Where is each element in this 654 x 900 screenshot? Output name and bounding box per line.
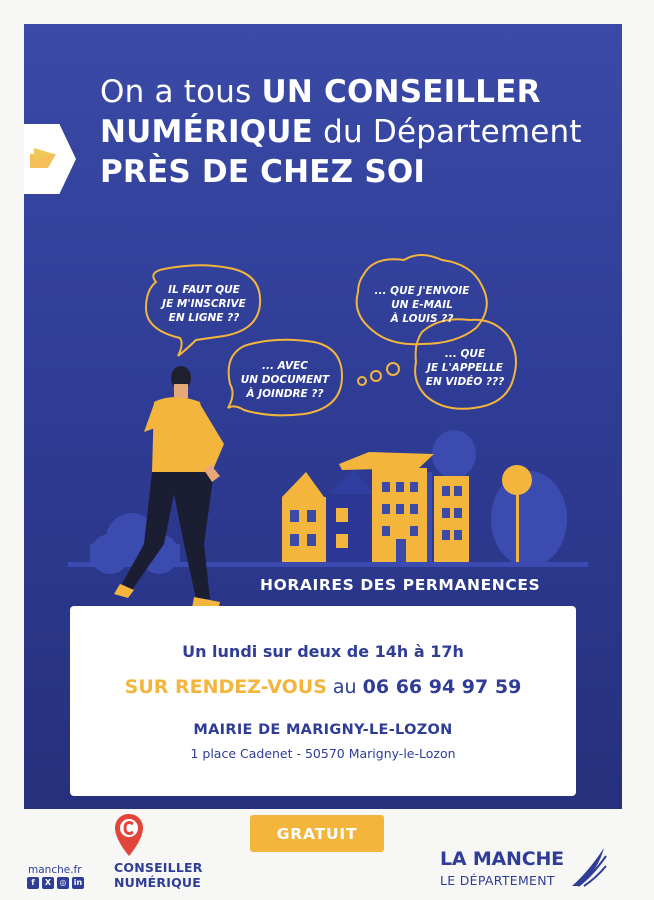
linkedin-icon[interactable]: in <box>73 878 83 887</box>
place-name: MAIRIE DE MARIGNY-LE-LOZON <box>193 722 453 738</box>
headline-part-1: On a tous <box>100 74 262 110</box>
program-logo-text <box>114 860 203 890</box>
x-icon[interactable]: X <box>42 877 54 889</box>
department-logo-icon <box>568 842 608 890</box>
bubble-1 <box>152 274 256 334</box>
section-title: HORAIRES DES PERMANENCES <box>260 576 541 594</box>
headline-part-4: PRÈS DE CHEZ SOI <box>100 154 426 190</box>
appointment-label: SUR RENDEZ-VOUS <box>124 676 327 698</box>
instagram-icon[interactable]: ◎ <box>57 877 69 889</box>
program-line-1: CONSEILLER <box>114 860 203 875</box>
thought-dot-2 <box>371 371 381 381</box>
website-link[interactable]: manche.fr <box>28 864 82 876</box>
bubble-4-text: ... QUE JE L'APPELLE EN VIDÉO ??? <box>425 348 505 388</box>
thought-dot-1 <box>358 377 366 385</box>
appointment-joiner: au <box>326 676 363 698</box>
address-text: 1 place Cadenet - 50570 Marigny-le-Lozon <box>190 746 456 761</box>
headline-part-3: du Département <box>313 114 582 150</box>
free-badge: GRATUIT <box>250 815 384 852</box>
phone-number[interactable]: 06 66 94 97 59 <box>362 676 522 698</box>
facebook-icon[interactable]: f <box>27 877 39 889</box>
poster <box>24 24 622 809</box>
bubble-3-text: ... QUE J'ENVOIE UN E-MAIL À LOUIS ?? <box>374 285 470 325</box>
bubble-2 <box>232 352 338 408</box>
info-card <box>70 606 576 796</box>
social-icons <box>27 877 84 889</box>
program-line-2: NUMÉRIQUE <box>114 875 201 890</box>
thought-dot-3 <box>387 363 399 375</box>
bubble-1-text: IL FAUT QUE JE M'INSCRIVE EN LIGNE ?? <box>162 284 246 324</box>
department-subtitle: LE DÉPARTEMENT <box>440 873 555 888</box>
schedule-text: Un lundi sur deux de 14h à 17h <box>182 642 464 661</box>
bubble-3 <box>360 272 484 338</box>
department-title: LA MANCHE <box>440 848 564 870</box>
appointment-line <box>70 676 576 698</box>
bubble-4 <box>418 336 512 400</box>
person-illustration <box>114 366 224 610</box>
location-pin-icon <box>114 812 144 858</box>
headline-part-2: UN CONSEILLER NUMÉRIQUE <box>100 74 541 150</box>
illustration <box>24 24 622 624</box>
bubble-2-text: ... AVEC UN DOCUMENT À JOINDRE ?? <box>240 360 330 400</box>
